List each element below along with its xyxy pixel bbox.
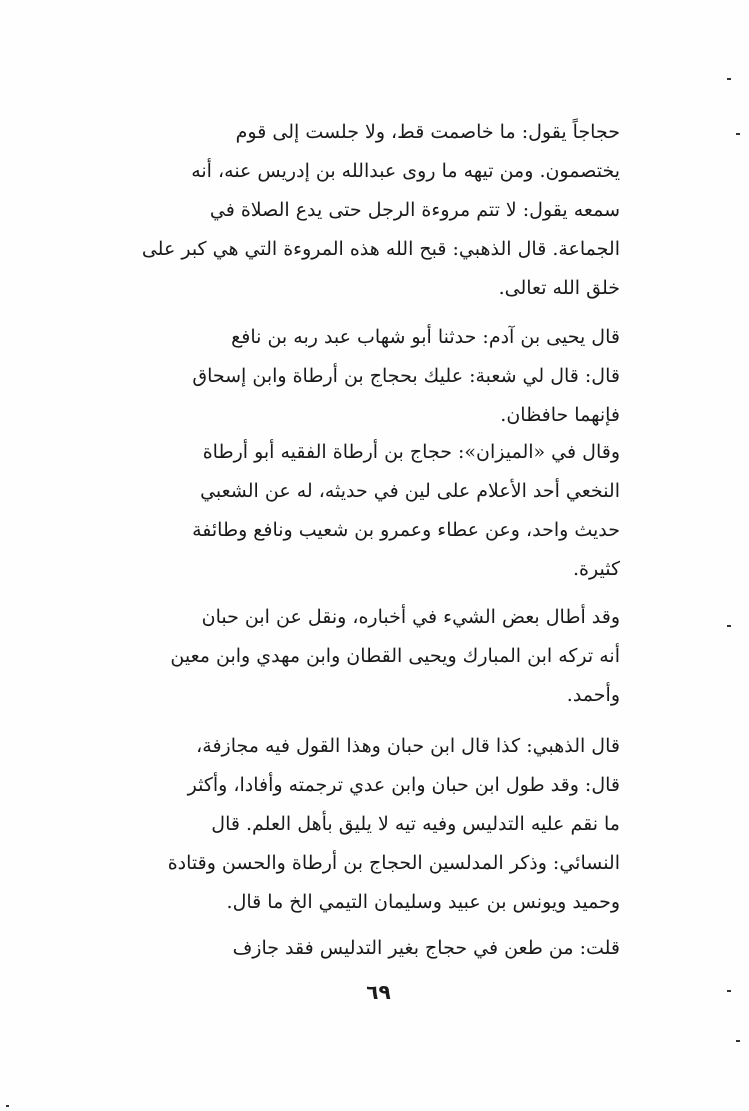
text-line: وحميد ويونس بن عبيد وسليمان التيمي الخ ما قال.: [226, 891, 620, 913]
text-line: ما نقم عليه التدليس وفيه تيه لا يليق بأهل العلم. قال: [211, 813, 620, 835]
text-line: خلق الله تعالى.: [498, 277, 620, 299]
text-line: وقال في «الميزان»: حجاج بن أرطاة الفقيه أبو أرطاة: [202, 441, 620, 463]
text-line: سمعه يقول: لا تتم مروءة الرجل حتى يدع الصلاة في: [209, 199, 620, 221]
text-line: وقد أطال بعض الشيء في أخباره، ونقل عن ابن حبان: [201, 606, 620, 628]
paragraph-6: [140, 929, 620, 968]
paragraph-1: [140, 113, 620, 308]
text-line: كثيرة.: [573, 558, 620, 580]
text-line: وأحمد.: [566, 684, 620, 706]
scan-speck: [727, 78, 731, 80]
text-line: حديث واحد، وعن عطاء وعمرو بن شعيب ونافع وطائفة: [192, 519, 620, 541]
text-line: النسائي: وذكر المدلسين الحجاج بن أرطاة والحسن وقتادة: [167, 852, 620, 874]
scan-speck: [727, 990, 731, 992]
scan-speck: [736, 133, 740, 135]
text-line: قلت: من طعن في حجاج بغير التدليس فقد جازف: [232, 937, 620, 959]
text-line: قال: وقد طول ابن حبان وابن عدي ترجمته وأفادا، وأكثر: [187, 774, 620, 796]
text-line: قال الذهبي: كذا قال ابن حبان وهذا القول فيه مجازفة،: [196, 735, 620, 757]
paragraph-2: [140, 318, 620, 435]
text-line: أنه تركه ابن المبارك ويحيى القطان وابن مهدي وابن معين: [170, 645, 620, 667]
text-line: النخعي أحد الأعلام على لين في حديثه، له عن الشعبي: [200, 480, 620, 502]
paragraph-3: [140, 433, 620, 589]
scan-speck: [736, 1040, 740, 1042]
text-line: قال: قال لي شعبة: عليك بحجاج بن أرطاة وابن إسحاق: [192, 365, 620, 387]
page-number: ٦٩: [366, 980, 391, 1004]
paragraph-5: [140, 727, 620, 922]
text-line: حجاجاً يقول: ما خاصمت قط، ولا جلست إلى قوم: [235, 121, 620, 143]
scan-speck: [6, 1105, 9, 1107]
text-line: يختصمون. ومن تيهه ما روى عبدالله بن إدريس عنه، أنه: [191, 160, 620, 182]
text-line: قال يحيى بن آدم: حدثنا أبو شهاب عبد ربه بن نافع: [231, 326, 620, 348]
text-line: الجماعة. قال الذهبي: قبح الله هذه المروءة التي هي كبر على: [141, 238, 620, 260]
paragraph-4: [140, 598, 620, 715]
scan-speck: [727, 625, 731, 627]
text-line: فإنهما حافظان.: [500, 404, 620, 426]
